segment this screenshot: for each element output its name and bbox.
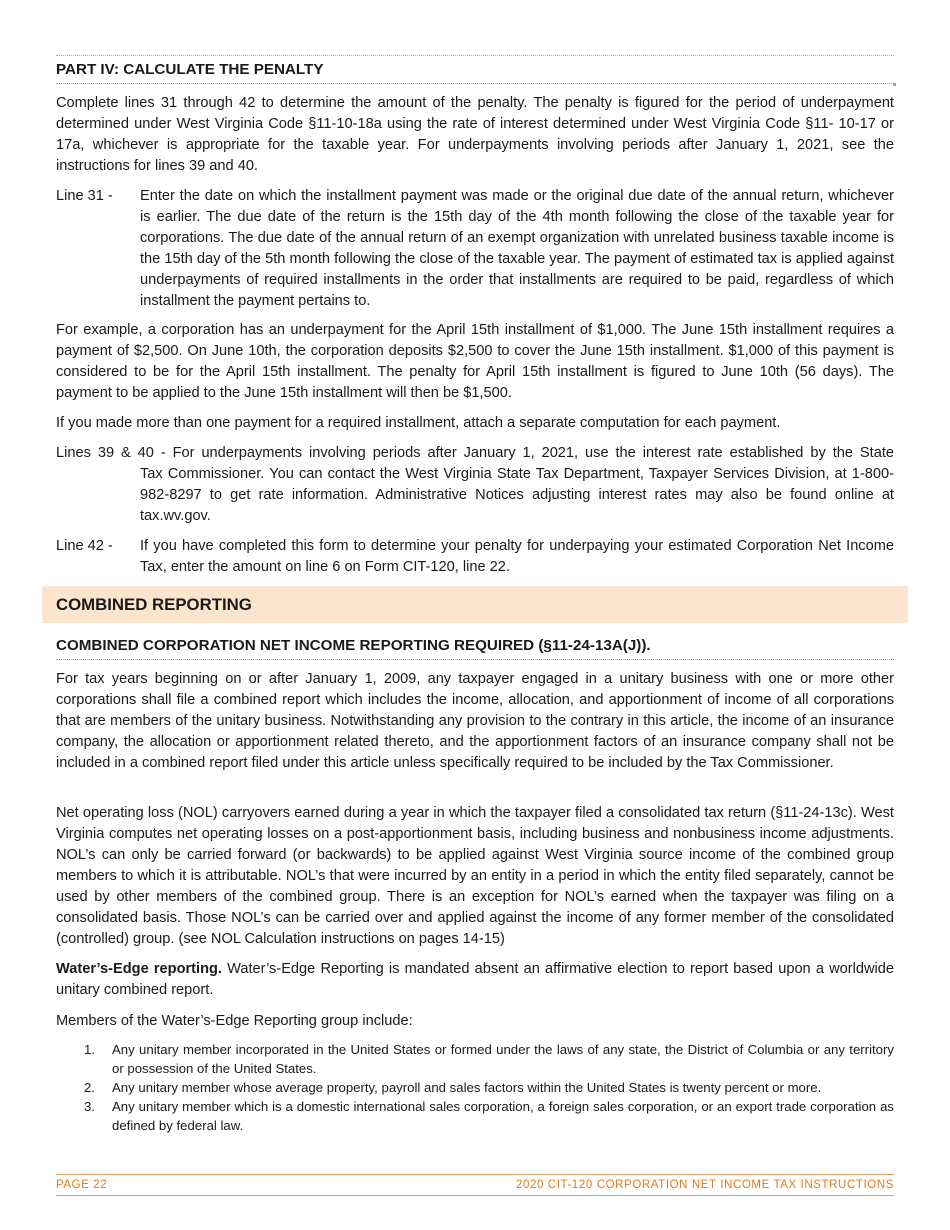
members-list (56, 1040, 894, 1135)
line-42-instruction (56, 536, 894, 578)
part-iv-intro: Complete lines 31 through 42 to determine the amount of the penalty. The penalty is figured for the period of underpayment determined under West Virginia Code §11-10-18a using the rate of interest determined under West Virginia Code §11- 10-17 or 17a, whichever is appropriate for the taxable year. For underpayments involving periods after January 1, 2021, see the instructions for lines 39 and 40. (56, 95, 894, 174)
waters-edge-paragraph (56, 959, 894, 1001)
combined-reporting-banner: COMBINED REPORTING (42, 586, 908, 623)
waters-edge-text: Water’s-Edge Reporting is mandated absent an affirmative election to report based upon a worldwide unitary combined report. (56, 961, 894, 998)
combined-reporting-subheading: COMBINED CORPORATION NET INCOME REPORTING REQUIRED (§11-24-13A(J)). (56, 634, 894, 660)
footer-document-title: 2020 CIT-120 CORPORATION NET INCOME TAX INSTRUCTIONS (516, 1179, 894, 1191)
example-paragraph: For example, a corporation has an underpayment for the April 15th installment of $1,000. The June 15th installment requires a payment of $2,500. On June 10th, the corporation deposits $2,500 to cover the June 15th installment. $1,000 of this payment is considered to be for the April 15th installment. The penalty for April 15th installment is figured to June 10th (56 days). The payment to be applied to the June 15th installment will then be $1,500. (56, 322, 894, 401)
list-item: 2. Any unitary member whose average property, payroll and sales factors within the United States is twenty percent or more. (84, 1080, 822, 1095)
lines-39-40-instruction (56, 443, 894, 527)
lines-39-40-first-line: Lines 39 & 40 - For underpayments involving periods after January 1, 2021, use the interest rate established by the State (56, 445, 894, 461)
members-intro: Members of the Water’s-Edge Reporting group include: (56, 1013, 413, 1029)
line-31-instruction (56, 186, 894, 312)
line-31-label: Line 31 - (56, 188, 113, 204)
nol-paragraph: Net operating loss (NOL) carryovers earned during a year in which the taxpayer filed a consolidated tax return (§11-24-13c). West Virginia computes net operating losses on a post-apportionment basis, including business and nonbusiness income adjustments. NOL’s can only be carried forward (or backwards) to be applied against West Virginia source income of the combined group members to which it is attributable. NOL’s that were incurred by an entity in a period in which the entity filed separately, cannot be used by other members of the combined group. There is an exception for NOL’s earned when the taxpayer was filing on a consolidated basis. Those NOL’s can be carried over and applied against the income of any former member of the consolidated (controlled) group. (see NOL Calculation instructions on pages 14-15) (56, 805, 894, 947)
lines-39-40-text: Tax Commissioner. You can contact the West Virginia State Tax Department, Taxpayer Services Division, at 1-800-982-8297 to get rate information. Administrative Notices adjusting interest rates may also be found online at tax.wv.gov. (140, 466, 894, 524)
part-iv-heading: PART IV: CALCULATE THE PENALTY (56, 58, 894, 84)
multiple-payments-note: If you made more than one payment for a required installment, attach a separate computation for each payment. (56, 415, 781, 431)
line-42-text: If you have completed this form to determine your penalty for underpaying your estimated Corporation Net Income Tax, enter the amount on line 6 on Form CIT-120, line 22. (140, 538, 894, 575)
footer-page-number: PAGE 22 (56, 1179, 108, 1191)
line-42-label: Line 42 - (56, 538, 113, 554)
list-item: 3. Any unitary member which is a domestic international sales corporation, a foreign sales corporation, or an export trade corporation as defined by federal law. (84, 1099, 894, 1133)
combined-paragraph-1: For tax years beginning on or after January 1, 2009, any taxpayer engaged in a unitary business with one or more other corporations shall file a combined report which includes the income, allocation, and apportionment of income of all corporations that are members of the unitary business. Notwithstanding any provision to the contrary in this article, the income of an insurance company, the allocation or apportionment related thereto, and the apportionment factors of an insurance company shall not be included in a combined report filed under this article unless specifically required to be included by the Tax Commissioner. (56, 671, 894, 771)
list-item: 1. Any unitary member incorporated in the United States or formed under the laws of any state, the District of Columbia or any territory or possession of the United States. (84, 1042, 894, 1076)
page-footer (56, 1174, 894, 1196)
waters-edge-bold-label: Water’s-Edge reporting. (56, 961, 222, 977)
line-31-text: Enter the date on which the installment payment was made or the original due date of the annual return, whichever is earlier. The due date of the return is the 15th day of the 4th month following the close of the taxable year for corporations. The due date of the annual return of an exempt organization with unrelated business taxable income is the 15th day of the 5th month following the close of the taxable year. The payment of estimated tax is applied against underpayments of required installments in the order that installments are required to be paid, regardless of which installment the payment pertains to. (140, 188, 894, 309)
top-divider (56, 55, 894, 56)
